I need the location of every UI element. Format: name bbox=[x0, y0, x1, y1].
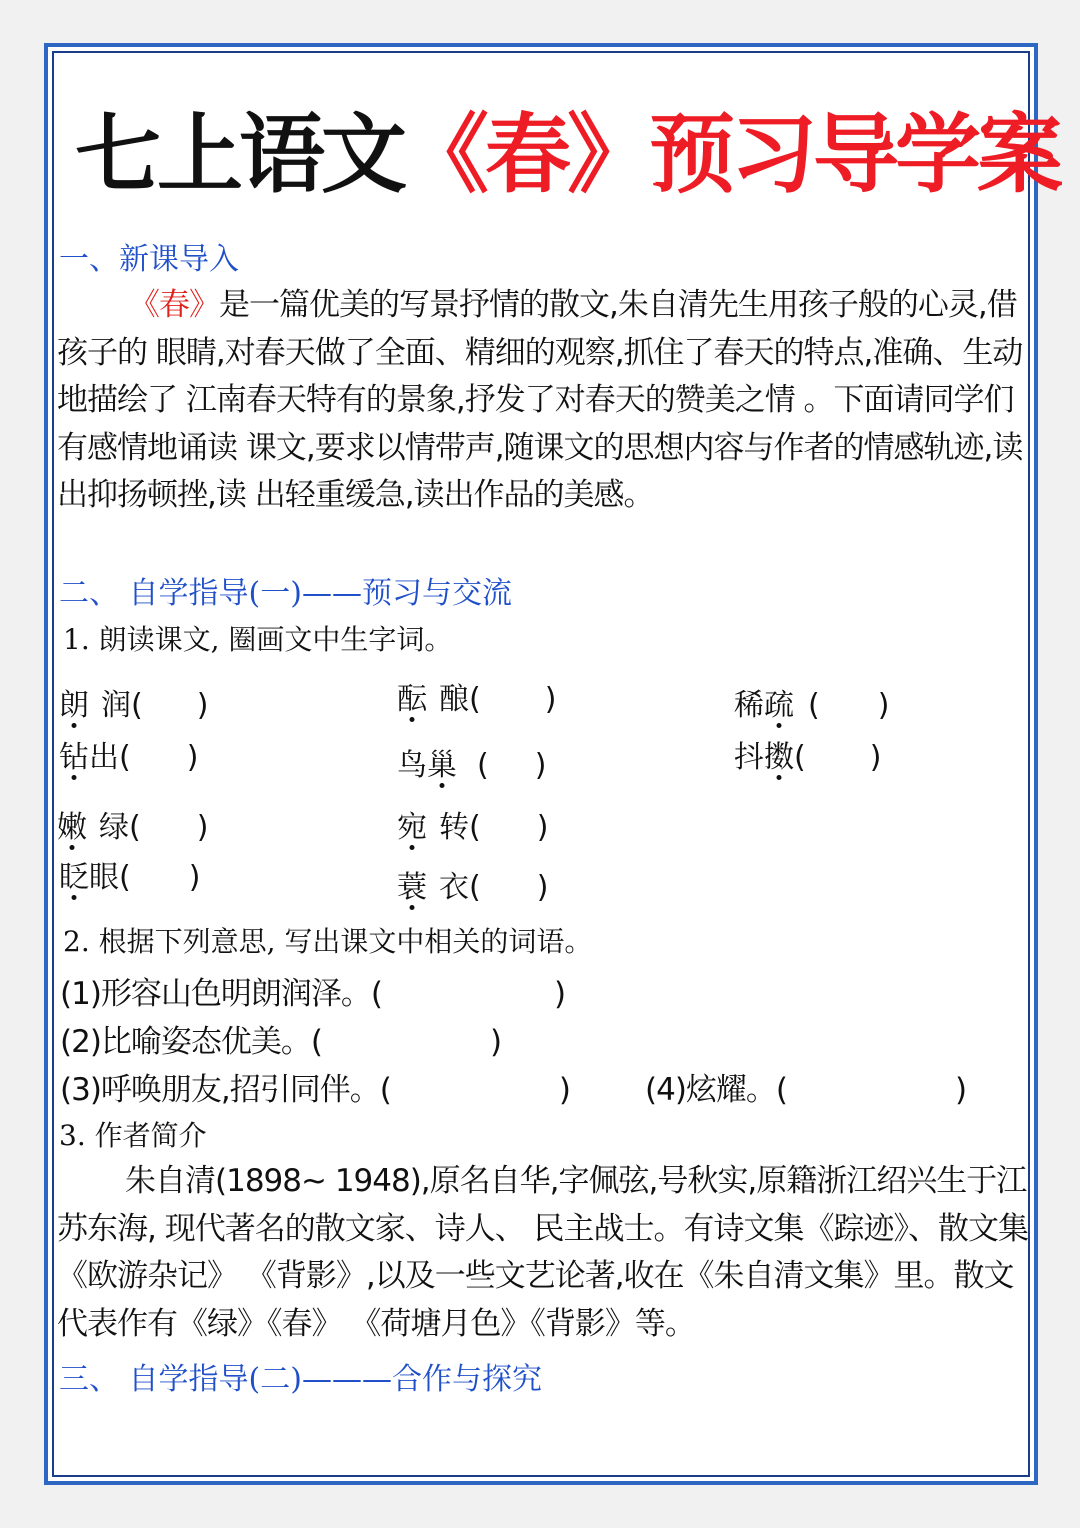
question-2: 2. 根据下列意思, 写出课文中相关的词语。 bbox=[63, 925, 593, 958]
close-paren: ) bbox=[558, 1072, 570, 1108]
definition-text: (4)炫耀。( bbox=[645, 1072, 788, 1108]
vocab-word-7: 嫩 绿( ) bbox=[57, 802, 208, 846]
vocab-char: 出 bbox=[89, 740, 119, 775]
vocab-char: 抖 bbox=[734, 740, 764, 775]
vocab-word-3: 稀疏 ( ) bbox=[734, 680, 889, 724]
definition-text: (2)比喻姿态优美。( bbox=[60, 1024, 323, 1060]
intro-paragraph bbox=[57, 282, 1032, 520]
intro-title: 《春》 bbox=[129, 287, 219, 323]
page-title bbox=[75, 105, 1059, 205]
vocab-char: 宛 bbox=[397, 802, 427, 846]
author-text: 朱自清(1898~ 1948),原名自华,字佩弦,号秋实,原籍浙江绍兴生于江苏东海, 现代著名的散文家、诗人、 民主战士。有诗文集《踪迹》、散文集《欧游杂记》 《背影》,以及一些文艺论著,收在《朱自清文集》里。散文代表作有《绿》《春》 《荷塘月色》《背影》等。 bbox=[57, 1163, 1029, 1342]
vocab-char: 眼 bbox=[89, 860, 119, 895]
vocab-char: 酝 bbox=[397, 674, 427, 718]
vocab-char: 衣 bbox=[439, 870, 469, 905]
intro-text: 是一篇优美的写景抒情的散文,朱自清先生用孩子般的心灵,借孩子的 眼睛,对春天做了全面、精细的观察,抓住了春天的特点,准确、生动地描绘了 江南春天特有的景象,抒发了对春天的赞美之情 。下面请同学们有感情地诵读 课文,要求以情带声,随课文的思想内容与作者的情感轨迹,读出抑扬顿挫,读 出轻重缓急,读出作品的美感。 bbox=[57, 287, 1023, 513]
close-paren: ) bbox=[554, 976, 566, 1012]
vocab-word-8: 宛 转( ) bbox=[397, 802, 548, 846]
vocab-word-4: 钻出( ) bbox=[59, 732, 198, 776]
vocab-char: 转 bbox=[439, 810, 469, 845]
vocab-char: 疏 bbox=[764, 680, 794, 724]
vocab-char: 鸟 bbox=[397, 748, 427, 783]
definition-2 bbox=[60, 1016, 501, 1061]
definition-4 bbox=[645, 1064, 966, 1109]
close-paren: ) bbox=[955, 1072, 967, 1108]
vocab-char: 稀 bbox=[734, 688, 764, 723]
definition-1 bbox=[60, 968, 565, 1013]
definition-text: (3)呼唤朋友,招引同伴。( bbox=[60, 1072, 391, 1108]
vocab-char: 眨 bbox=[59, 852, 89, 896]
vocab-word-9: 眨眼( ) bbox=[59, 852, 200, 896]
vocab-char: 润 bbox=[101, 688, 131, 723]
worksheet bbox=[57, 0, 1059, 1528]
question-1: 1. 朗读课文, 圈画文中生字词。 bbox=[63, 623, 453, 656]
definition-text: (1)形容山色明朗润泽。( bbox=[60, 976, 383, 1012]
title-black: 七上语文 bbox=[75, 105, 403, 205]
vocab-char: 嫩 bbox=[57, 802, 87, 846]
vocab-word-10: 蓑 衣( ) bbox=[397, 862, 548, 906]
vocab-char: 绿 bbox=[99, 810, 129, 845]
title-red: 《春》预习导学案 bbox=[403, 105, 1059, 205]
section2-heading: 二、 自学指导(一)——预习与交流 bbox=[59, 576, 512, 611]
vocab-char: 朗 bbox=[59, 680, 89, 724]
vocab-word-2: 酝 酿( ) bbox=[397, 674, 556, 718]
author-paragraph bbox=[57, 1158, 1032, 1348]
close-paren: ) bbox=[490, 1024, 502, 1060]
vocab-word-6: 抖擞( ) bbox=[734, 732, 881, 776]
vocab-char: 巢 bbox=[427, 740, 457, 784]
section3-heading: 三、 自学指导(二)———合作与探究 bbox=[59, 1362, 542, 1397]
section1-heading: 一、新课导入 bbox=[59, 242, 239, 277]
vocab-char: 酿 bbox=[439, 682, 469, 717]
vocab-char: 擞 bbox=[764, 732, 794, 776]
question-3: 3. 作者简介 bbox=[59, 1119, 207, 1152]
vocab-word-1: 朗 润( ) bbox=[59, 680, 208, 724]
definition-3 bbox=[60, 1064, 570, 1109]
vocab-char: 蓑 bbox=[397, 862, 427, 906]
vocab-char: 钻 bbox=[59, 732, 89, 776]
vocab-word-5: 鸟巢 ( ) bbox=[397, 740, 546, 784]
